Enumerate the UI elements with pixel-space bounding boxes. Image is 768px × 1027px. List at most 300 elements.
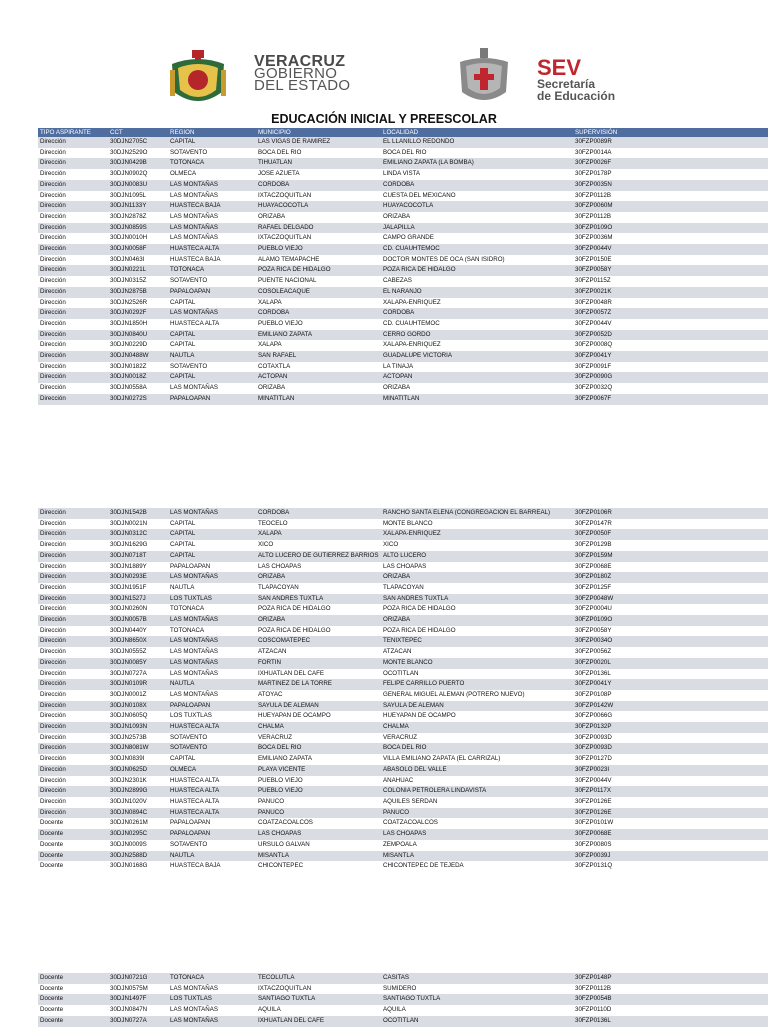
table-cell: CD. CUAUHTEMOC [381, 319, 573, 330]
table-cell: 30FZP0004U [573, 604, 768, 615]
table-cell: CORDOBA [381, 180, 573, 191]
table-row [38, 276, 768, 287]
table-cell: 30FZP0101W [573, 818, 768, 829]
table-cell: Dirección [38, 722, 108, 733]
table-row [38, 519, 768, 530]
table-cell: HUEYAPAN DE OCAMPO [256, 711, 381, 722]
table-cell: Dirección [38, 340, 108, 351]
table-row [38, 829, 768, 840]
table-cell: SOTAVENTO [168, 276, 256, 287]
table-cell: Dirección [38, 765, 108, 776]
table-cell: CAPITAL [168, 137, 256, 148]
table-cell: 30DJN0009S [108, 840, 168, 851]
table-cell: CHALMA [256, 722, 381, 733]
table-cell: Dirección [38, 679, 108, 690]
table-cell: VILLA EMILIANO ZAPATA (EL CARRIZAL) [381, 754, 573, 765]
table-row [38, 851, 768, 862]
table-cell: 30FZP0132P [573, 722, 768, 733]
sev-logo-text [537, 55, 616, 103]
table-row [38, 287, 768, 298]
table-cell: POZA RICA DE HIDALGO [381, 626, 573, 637]
table-cell: Dirección [38, 158, 108, 169]
table-cell: 30FZP0147R [573, 519, 768, 530]
table-cell: Dirección [38, 508, 108, 519]
table-cell: Dirección [38, 255, 108, 266]
table-cell: MINATITLAN [381, 394, 573, 405]
table-cell: 30DJN2899G [108, 786, 168, 797]
table-cell: TEOCELO [256, 519, 381, 530]
table-cell: ORIZABA [381, 212, 573, 223]
table-cell: 30FZP0058Y [573, 626, 768, 637]
table-cell: LAS MONTAÑAS [168, 658, 256, 669]
table-cell: PANUCO [256, 808, 381, 819]
table-cell: 30DJN2875B [108, 287, 168, 298]
table-row [38, 615, 768, 626]
table-cell: SOTAVENTO [168, 743, 256, 754]
table-cell: 30FZP0014A [573, 148, 768, 159]
table-cell: 30FZP0112B [573, 191, 768, 202]
table-cell: SOTAVENTO [168, 840, 256, 851]
table-cell: 30FZP0109O [573, 615, 768, 626]
table-cell: LAS CHOAPAS [381, 829, 573, 840]
table-cell: 30DJN0312C [108, 529, 168, 540]
table-cell: ORIZABA [381, 615, 573, 626]
table-cell: OLMECA [168, 765, 256, 776]
table-cell: OCOTITLAN [381, 669, 573, 680]
table-cell: Dirección [38, 551, 108, 562]
table-cell: HUASTECA BAJA [168, 201, 256, 212]
table-cell: 30FZP0150E [573, 255, 768, 266]
table-cell: Dirección [38, 733, 108, 744]
table-cell: 30FZP0089R [573, 137, 768, 148]
table-cell: 30DJN0902Q [108, 169, 168, 180]
table-cell: 30DJN0109R [108, 679, 168, 690]
table-cell: VERACRUZ [256, 733, 381, 744]
table-cell: NAUTLA [168, 351, 256, 362]
table-cell: LOS TUXTLAS [168, 994, 256, 1005]
table-cell: 30DJN1850H [108, 319, 168, 330]
table-row [38, 679, 768, 690]
table-row [38, 330, 768, 341]
table-cell: IXTACZOQUITLAN [256, 984, 381, 995]
table-cell: ANAHUAC [381, 776, 573, 787]
table-cell: 30FZP0093D [573, 733, 768, 744]
table-cell: PAPALOAPAN [168, 287, 256, 298]
table-cell: SOTAVENTO [168, 362, 256, 373]
table-row [38, 233, 768, 244]
table-cell: XALAPA [256, 298, 381, 309]
table-cell: 30FZP0052D [573, 330, 768, 341]
table-cell: PANUCO [256, 797, 381, 808]
table-row [38, 319, 768, 330]
table-cell: Dirección [38, 191, 108, 202]
table-cell: 30DJN2878Z [108, 212, 168, 223]
table-row [38, 743, 768, 754]
table-cell: LOS TUXTLAS [168, 711, 256, 722]
table-cell: COATZACOALCOS [381, 818, 573, 829]
table-cell: Dirección [38, 212, 108, 223]
table-cell: Dirección [38, 137, 108, 148]
table-cell: 30DJN0182Z [108, 362, 168, 373]
page-title: EDUCACIÓN INICIAL Y PREESCOLAR [271, 112, 497, 126]
table-row [38, 711, 768, 722]
table-row [38, 733, 768, 744]
table-cell: HUASTECA ALTA [168, 776, 256, 787]
table-cell: LAS MONTAÑAS [168, 647, 256, 658]
table-cell: 30DJN0083U [108, 180, 168, 191]
table-cell: Docente [38, 829, 108, 840]
table-cell: LAS MONTAÑAS [168, 615, 256, 626]
table-cell: TIHUATLAN [256, 158, 381, 169]
table-cell: 30FZP0008Q [573, 340, 768, 351]
table-cell: Dirección [38, 669, 108, 680]
table-cell: Dirección [38, 583, 108, 594]
table-cell: PAPALOAPAN [168, 394, 256, 405]
table-cell: TOTONACA [168, 158, 256, 169]
table-cell: Docente [38, 1005, 108, 1016]
table-cell: 30FZP0080S [573, 840, 768, 851]
table-row [38, 540, 768, 551]
table-row [38, 701, 768, 712]
table-cell: NAUTLA [168, 851, 256, 862]
table-cell: PUEBLO VIEJO [256, 786, 381, 797]
table-cell: XICO [256, 540, 381, 551]
table-cell: 30FZP0032Q [573, 383, 768, 394]
table-cell: CORDOBA [381, 308, 573, 319]
table-cell: ORIZABA [381, 572, 573, 583]
table-cell: Docente [38, 1016, 108, 1027]
table-cell: PUEBLO VIEJO [256, 319, 381, 330]
table-cell: 30FZP0178P [573, 169, 768, 180]
gov-logo-text [254, 53, 351, 94]
table-cell: Dirección [38, 351, 108, 362]
table-row [38, 308, 768, 319]
table-cell: CHICONTEPEC [256, 861, 381, 872]
table-cell: 30FZP0021K [573, 287, 768, 298]
table-cell: 30DJN0260N [108, 604, 168, 615]
table-cell: 30DJN1542B [108, 508, 168, 519]
table-cell: Dirección [38, 797, 108, 808]
table-row [38, 191, 768, 202]
table-cell: Dirección [38, 201, 108, 212]
table-cell: 30DJN0894C [108, 808, 168, 819]
table-row [38, 340, 768, 351]
table-cell: 30FZP0142W [573, 701, 768, 712]
table-cell: 30FZP0126E [573, 808, 768, 819]
table-cell: 30DJN2588D [108, 851, 168, 862]
table-cell: Dirección [38, 615, 108, 626]
table-row [38, 372, 768, 383]
table-cell: 30FZP0050F [573, 529, 768, 540]
table-cell: 30DJN8650X [108, 636, 168, 647]
table-cell: 30DJN0021N [108, 519, 168, 530]
table-cell: TLAPACOYAN [256, 583, 381, 594]
table-cell: Dirección [38, 330, 108, 341]
table-cell: HUASTECA BAJA [168, 255, 256, 266]
table-cell: POZA RICA DE HIDALGO [256, 265, 381, 276]
table-cell: CAPITAL [168, 519, 256, 530]
table-cell: HUASTECA ALTA [168, 319, 256, 330]
table-cell: Docente [38, 994, 108, 1005]
table-cell: MISANTLA [381, 851, 573, 862]
table-cell: AQUILES SERDAN [381, 797, 573, 808]
table-cell: JOSE AZUETA [256, 169, 381, 180]
table-cell: TOTONACA [168, 265, 256, 276]
table-cell: Dirección [38, 562, 108, 573]
table-cell: ORIZABA [256, 572, 381, 583]
sev-line1: Secretaría [537, 77, 596, 91]
table-cell: 30DJN1497F [108, 994, 168, 1005]
table-cell: ATOYAC [256, 690, 381, 701]
table-cell: 30FZP0136L [573, 1016, 768, 1027]
table-row [38, 669, 768, 680]
table-cell: POZA RICA DE HIDALGO [381, 265, 573, 276]
table-cell: MONTE BLANCO [381, 519, 573, 530]
table-cell: SANTIAGO TUXTLA [381, 994, 573, 1005]
table-cell: 30DJN0295C [108, 829, 168, 840]
table-cell: 30DJN0429B [108, 158, 168, 169]
table-cell: BOCA DEL RIO [256, 148, 381, 159]
table-cell: Dirección [38, 754, 108, 765]
table-cell: 30DJN0859S [108, 223, 168, 234]
table-cell: 30DJN1629G [108, 540, 168, 551]
table-row [38, 201, 768, 212]
table-cell: 30DJN0840U [108, 330, 168, 341]
table-cell: Dirección [38, 308, 108, 319]
table-cell: CHICONTEPEC DE TEJEDA [381, 861, 573, 872]
table-cell: 30FZP0048W [573, 594, 768, 605]
table-cell: 30FZP0057Z [573, 308, 768, 319]
table-cell: ALTO LUCERO [381, 551, 573, 562]
table-cell: Dirección [38, 626, 108, 637]
header-region: REGION [168, 128, 256, 137]
table-cell: ATZACAN [381, 647, 573, 658]
table-cell: 30DJN1527J [108, 594, 168, 605]
table-cell: 30DJN0727A [108, 1016, 168, 1027]
table-cell: 30FZP0109O [573, 223, 768, 234]
table-cell: ABASOLO DEL VALLE [381, 765, 573, 776]
table-cell: CAPITAL [168, 540, 256, 551]
table-row [38, 647, 768, 658]
table-row [38, 394, 768, 405]
table-cell: COTAXTLA [256, 362, 381, 373]
table-cell: Dirección [38, 519, 108, 530]
table-cell: CORDOBA [256, 308, 381, 319]
table-row [38, 1016, 768, 1027]
table-cell: Dirección [38, 701, 108, 712]
table-cell: 30DJN0010H [108, 233, 168, 244]
table-cell: POZA RICA DE HIDALGO [381, 604, 573, 615]
table-cell: NAUTLA [168, 679, 256, 690]
table-cell: 30DJN0558A [108, 383, 168, 394]
table-cell: 30DJN0625D [108, 765, 168, 776]
table-cell: CORDOBA [256, 508, 381, 519]
table-cell: Dirección [38, 540, 108, 551]
table-cell: XICO [381, 540, 573, 551]
table-cell: ZEMPOALA [381, 840, 573, 851]
table-cell: 30FZP0054B [573, 994, 768, 1005]
table-cell: Dirección [38, 394, 108, 405]
table-cell: EL LLANILLO REDONDO [381, 137, 573, 148]
table-cell: HUASTECA ALTA [168, 808, 256, 819]
table-cell: Docente [38, 840, 108, 851]
table-cell: SUMIDERO [381, 984, 573, 995]
table-row [38, 604, 768, 615]
table-cell: 30DJN0727A [108, 669, 168, 680]
table-cell: LAS MONTAÑAS [168, 636, 256, 647]
table-cell: Dirección [38, 658, 108, 669]
table-cell: Dirección [38, 244, 108, 255]
table-cell: Dirección [38, 298, 108, 309]
table-cell: TENIXTEPEC [381, 636, 573, 647]
table-cell: PUEBLO VIEJO [256, 244, 381, 255]
table-cell: Dirección [38, 776, 108, 787]
table-cell: ALAMO TEMAPACHE [256, 255, 381, 266]
table-cell: 30DJN0463I [108, 255, 168, 266]
table-cell: CD. CUAUHTEMOC [381, 244, 573, 255]
table-cell: Dirección [38, 265, 108, 276]
table-row [38, 180, 768, 191]
table-row [38, 583, 768, 594]
gov-line2: GOBIERNO [254, 65, 338, 82]
table-cell: Docente [38, 973, 108, 984]
sev-line2: de Educación [537, 89, 616, 103]
table-cell: LINDA VISTA [381, 169, 573, 180]
table-cell: Docente [38, 984, 108, 995]
table-row [38, 158, 768, 169]
table-cell: 30FZP0023I [573, 765, 768, 776]
table-row [38, 861, 768, 872]
table-cell: 30FZP0180Z [573, 572, 768, 583]
table-row [38, 212, 768, 223]
table-cell: TOTONACA [168, 604, 256, 615]
table-row [38, 137, 768, 148]
table-cell: Dirección [38, 786, 108, 797]
table-cell: 30FZP0112B [573, 212, 768, 223]
table-cell: Dirección [38, 690, 108, 701]
table-cell: LAS CHOAPAS [256, 829, 381, 840]
table-cell: Dirección [38, 233, 108, 244]
table-cell: AQUILA [256, 1005, 381, 1016]
table-cell: LAS MONTAÑAS [168, 690, 256, 701]
table-cell: BOCA DEL RIO [381, 743, 573, 754]
table-cell: 30FZP0044V [573, 776, 768, 787]
table-section-2 [38, 508, 768, 872]
table-cell: IXHUATLAN DEL CAFE [256, 1016, 381, 1027]
table-cell: LAS MONTAÑAS [168, 572, 256, 583]
table-cell: 30DJN0058F [108, 244, 168, 255]
table-cell: LAS MONTAÑAS [168, 180, 256, 191]
table-cell: ORIZABA [256, 212, 381, 223]
table-cell: XALAPA-ENRIQUEZ [381, 529, 573, 540]
table-cell: PAPALOAPAN [168, 701, 256, 712]
table-cell: 30FZP0126E [573, 797, 768, 808]
table-cell: CABEZAS [381, 276, 573, 287]
table-cell: HUASTECA ALTA [168, 722, 256, 733]
table-cell: 30FZP0129B [573, 540, 768, 551]
table-cell: 30FZP0035N [573, 180, 768, 191]
table-cell: TECOLUTLA [256, 973, 381, 984]
header-logos [0, 44, 768, 108]
table-row [38, 636, 768, 647]
table-cell: MARTINEZ DE LA TORRE [256, 679, 381, 690]
table-cell: 30DJN0292F [108, 308, 168, 319]
table-row [38, 808, 768, 819]
table-cell: 30FZP0044V [573, 319, 768, 330]
table-cell: EL NARANJO [381, 287, 573, 298]
table-cell: LOS TUXTLAS [168, 594, 256, 605]
table-cell: CAPITAL [168, 340, 256, 351]
table-cell: LAS VIGAS DE RAMIREZ [256, 137, 381, 148]
table-cell: CAPITAL [168, 330, 256, 341]
table-cell: SAN RAFAEL [256, 351, 381, 362]
table-cell: ACTOPAN [256, 372, 381, 383]
table-cell: HUASTECA BAJA [168, 861, 256, 872]
table-cell: 30FZP0056Z [573, 647, 768, 658]
table-cell: 30DJN1889Y [108, 562, 168, 573]
table-cell: HUAYACOCOTLA [256, 201, 381, 212]
table-cell: BOCA DEL RIO [381, 148, 573, 159]
table-row [38, 551, 768, 562]
gov-line1: VERACRUZ [254, 53, 346, 70]
table-cell: COSCOMATEPEC [256, 636, 381, 647]
table-cell: MINATITLAN [256, 394, 381, 405]
table-row [38, 818, 768, 829]
table-cell: MISANTLA [256, 851, 381, 862]
table-cell: 30FZP0067F [573, 394, 768, 405]
table-cell: Dirección [38, 362, 108, 373]
table-row [38, 298, 768, 309]
table-cell: AQUILA [381, 1005, 573, 1016]
table-cell: ALTO LUCERO DE GUTIERREZ BARRIOS [256, 551, 381, 562]
table-cell: 30FZP0093D [573, 743, 768, 754]
table-cell: IXHUATLAN DEL CAFE [256, 669, 381, 680]
table-cell: 30FZP0044V [573, 244, 768, 255]
table-cell: FELIPE CARRILLO PUERTO [381, 679, 573, 690]
table-cell: Dirección [38, 647, 108, 658]
table-cell: SAN ANDRES TUXTLA [256, 594, 381, 605]
table-cell: 30DJN0440Y [108, 626, 168, 637]
table-cell: Dirección [38, 636, 108, 647]
header-tipo-aspirante: TIPO ASPIRANTE [38, 128, 108, 137]
table-cell: RANCHO SANTA ELENA (CONGREGACION EL BARREAL) [381, 508, 573, 519]
table-cell: Docente [38, 861, 108, 872]
table-cell: LAS MONTAÑAS [168, 383, 256, 394]
table-cell: 30FZP0159M [573, 551, 768, 562]
table-cell: LAS MONTAÑAS [168, 308, 256, 319]
table-cell: TOTONACA [168, 973, 256, 984]
table-cell: SAYULA DE ALEMAN [381, 701, 573, 712]
table-cell: 30DJN0168G [108, 861, 168, 872]
table-cell: Dirección [38, 529, 108, 540]
table-cell: CAPITAL [168, 372, 256, 383]
table-section-1 [38, 128, 768, 405]
table-cell: 30FZP0115Z [573, 276, 768, 287]
table-cell: ORIZABA [381, 383, 573, 394]
gov-line3: DEL ESTADO [254, 77, 351, 94]
table-row [38, 722, 768, 733]
table-cell: CHALMA [381, 722, 573, 733]
table-cell: SAYULA DE ALEMAN [256, 701, 381, 712]
table-cell: 30DJN0721G [108, 973, 168, 984]
table-cell: Dirección [38, 287, 108, 298]
table-row [38, 362, 768, 373]
table-cell: POZA RICA DE HIDALGO [256, 604, 381, 615]
table-cell: 30DJN2301K [108, 776, 168, 787]
table-cell: SANTIAGO TUXTLA [256, 994, 381, 1005]
sev-abbr: SEV [537, 55, 582, 80]
veracruz-seal-icon [166, 50, 230, 110]
